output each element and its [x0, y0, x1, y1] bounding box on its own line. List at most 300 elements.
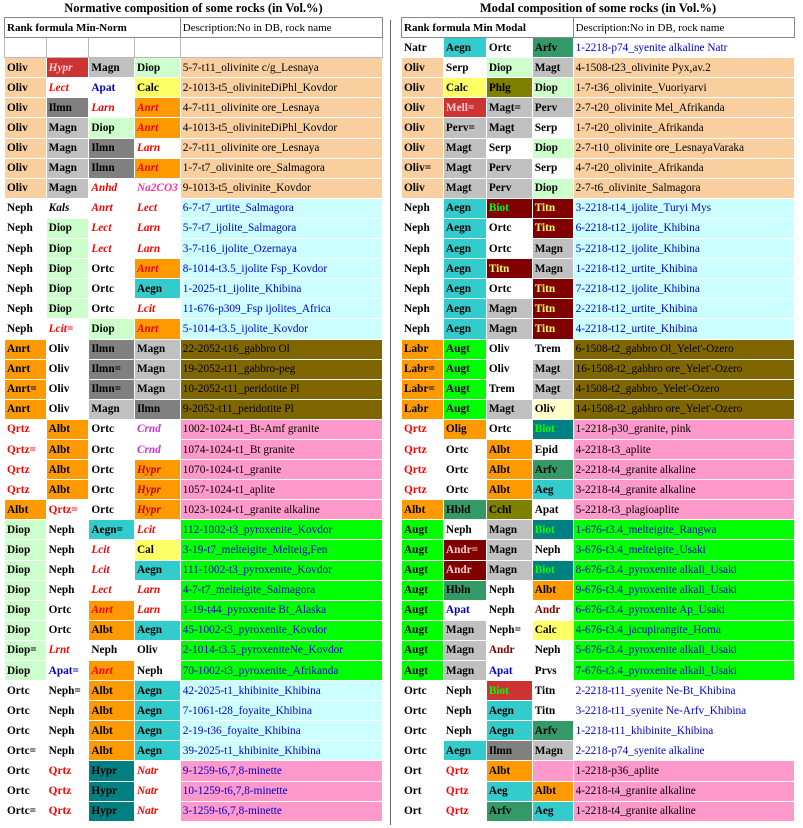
mineral-cell: Titn	[532, 319, 573, 339]
table-row	[402, 78, 795, 98]
mineral-cell: Hypr	[134, 480, 180, 500]
table-row	[402, 118, 795, 138]
normative-table-title: Normative composition of some rocks (in Vol.%)	[64, 1, 323, 15]
description-cell: 70-1002-t3_pyroxenite_Afrikanda	[180, 661, 382, 681]
table-row	[402, 460, 795, 480]
mineral-cell: Oliv	[5, 78, 47, 98]
mineral-cell: Titn	[532, 198, 573, 218]
mineral-cell: Ortc	[5, 721, 47, 741]
description-cell: 2-1014-t3.5_pyroxeniteNe_Kovdor	[180, 640, 382, 660]
description-cell: 1002-1024-t1_Bt-Amf granite	[180, 419, 382, 439]
description-cell: 4-7-t7_melteigite_Salmagora	[180, 580, 382, 600]
table-row	[5, 158, 383, 178]
mineral-cell: Ortc=	[5, 801, 47, 821]
mineral-cell: Titn	[532, 218, 573, 238]
mineral-cell: Ortc	[402, 741, 444, 761]
table-row	[402, 218, 795, 238]
table-row	[402, 259, 795, 279]
mineral-cell: Oliv	[486, 339, 532, 359]
description-cell: 2-7-t20_olivinite Mel_Afrikanda	[573, 98, 794, 118]
mineral-cell: Magn	[89, 399, 135, 419]
description-cell: 4-1508-t2_gabbro_Yelet'-Ozero	[573, 379, 794, 399]
mineral-cell: Anrt	[134, 158, 180, 178]
table-row	[402, 299, 795, 319]
mineral-cell: Olig	[443, 419, 486, 439]
mineral-cell: Apat	[532, 500, 573, 520]
table-row	[5, 620, 383, 640]
mineral-cell: Aegn	[134, 681, 180, 701]
mineral-cell: Magn	[46, 178, 89, 198]
mineral-cell: Hbld	[443, 500, 486, 520]
mineral-cell: Lcit	[134, 520, 180, 540]
description-cell: 2-7-t11_olivinite ore_Lesnaya	[180, 138, 382, 158]
mineral-cell: Augt	[443, 339, 486, 359]
mineral-cell	[134, 38, 180, 58]
mineral-cell: Albt	[46, 419, 89, 439]
description-cell: 5-7-t11_olivinite c/g_Lesnaya	[180, 58, 382, 78]
mineral-cell: Oliv	[532, 399, 573, 419]
mineral-cell: Magn	[134, 339, 180, 359]
mineral-cell: Biot	[532, 560, 573, 580]
mineral-cell: Albt	[89, 681, 135, 701]
mineral-cell: Andr	[486, 640, 532, 660]
mineral-cell: Anhd	[89, 178, 135, 198]
table-row	[402, 701, 795, 721]
mineral-cell: Qrtz	[402, 460, 444, 480]
mineral-cell: Ilmn=	[89, 379, 135, 399]
mineral-cell: Diop	[5, 600, 47, 620]
mineral-cell: Oliv	[5, 98, 47, 118]
table-row	[5, 640, 383, 660]
mineral-cell: Anrt	[134, 118, 180, 138]
description-cell: 1074-1024-t1_Bt granite	[180, 439, 382, 459]
mineral-cell: Lect	[134, 198, 180, 218]
mineral-cell: Neph	[402, 198, 444, 218]
description-cell: 2-1013-t5_oliviniteDiPhl_Kovdor	[180, 78, 382, 98]
mineral-cell: Oliv	[402, 118, 444, 138]
description-cell: 10-1259-t6,7,8-minette	[180, 781, 382, 801]
description-cell: 4-2218-t3_aplite	[573, 439, 794, 459]
mineral-cell: Aegn	[443, 259, 486, 279]
table-row	[5, 218, 383, 238]
mineral-cell: Oliv	[402, 58, 444, 78]
mineral-cell: Oliv	[402, 78, 444, 98]
mineral-cell: Qrtz	[402, 439, 444, 459]
mineral-cell: Neph	[46, 560, 89, 580]
modal-header-row	[402, 18, 795, 38]
mineral-cell: Aegn	[134, 721, 180, 741]
mineral-cell: Biot	[532, 520, 573, 540]
description-cell: 1070-1024-t1_granite	[180, 460, 382, 480]
mineral-cell: Apat	[443, 600, 486, 620]
mineral-cell: Titn	[532, 701, 573, 721]
mineral-cell: Mell=	[443, 98, 486, 118]
mineral-cell: Hypr	[134, 500, 180, 520]
mineral-cell: Magn	[486, 520, 532, 540]
mineral-cell: Ortc	[486, 38, 532, 58]
mineral-cell: Larn	[134, 580, 180, 600]
mineral-cell: Diop	[5, 520, 47, 540]
mineral-cell: Larn	[134, 218, 180, 238]
mineral-cell: Oliv	[46, 339, 89, 359]
mineral-cell: Oliv	[46, 359, 89, 379]
mineral-cell: Apat=	[46, 661, 89, 681]
mineral-cell: Magn	[443, 640, 486, 660]
table-row	[402, 661, 795, 681]
mineral-cell: Neph	[443, 721, 486, 741]
mineral-cell: Ortc	[486, 239, 532, 259]
table-row	[5, 339, 383, 359]
mineral-cell: Augt	[443, 379, 486, 399]
table-row	[5, 439, 383, 459]
description-cell: 1-7-t20_olivinite_Afrikanda	[573, 118, 794, 138]
table-row	[5, 379, 383, 399]
description-cell: 4-676-t3.4_jacupirangite_Homa	[573, 620, 794, 640]
description-cell: 2-7-t10_olivinite ore_LesnayaVaraka	[573, 138, 794, 158]
description-cell: 4-7-t11_olivinite ore_Lesnaya	[180, 98, 382, 118]
mineral-cell: Albt	[486, 460, 532, 480]
mineral-cell: Neph=	[486, 620, 532, 640]
mineral-cell: Ortc	[89, 480, 135, 500]
mineral-cell: Ortc	[486, 279, 532, 299]
mineral-cell: Aegn	[134, 620, 180, 640]
mineral-cell: Neph	[402, 319, 444, 339]
table-row	[5, 78, 383, 98]
table-row	[5, 701, 383, 721]
description-cell: 1023-1024-t1_granite alkaline	[180, 500, 382, 520]
mineral-cell: Augt	[402, 520, 444, 540]
mineral-cell: Lrnt	[46, 640, 89, 660]
mineral-cell: Anrt	[134, 259, 180, 279]
table-row	[402, 239, 795, 259]
mineral-cell: Albt	[89, 721, 135, 741]
mineral-cell: Perv=	[443, 118, 486, 138]
description-cell: 7-676-t3.4_pyroxenite alkali_Usaki	[573, 661, 794, 681]
normative-composition-panel	[4, 0, 383, 822]
mineral-cell	[5, 38, 47, 58]
mineral-cell: Anrt	[5, 339, 47, 359]
table-row	[5, 661, 383, 681]
table-row	[402, 399, 795, 419]
mineral-cell: Epid	[532, 439, 573, 459]
description-cell: 3-2218-t4_granite alkaline	[573, 480, 794, 500]
table-row	[402, 319, 795, 339]
table-row	[402, 640, 795, 660]
mineral-cell: Aegn	[486, 721, 532, 741]
mineral-cell: Qrtz	[46, 761, 89, 781]
mineral-cell: Oliv	[402, 98, 444, 118]
table-row	[5, 580, 383, 600]
table-row	[402, 480, 795, 500]
mineral-cell: Neph	[486, 600, 532, 620]
table-row	[402, 600, 795, 620]
mineral-cell: Lect	[89, 239, 135, 259]
table-row	[402, 279, 795, 299]
table-row	[5, 38, 383, 58]
mineral-cell: Oliv	[5, 58, 47, 78]
mineral-cell: Diop=	[5, 640, 47, 660]
mineral-cell: Aegn	[134, 701, 180, 721]
mineral-cell: Oliv	[5, 138, 47, 158]
mineral-cell: Larn	[134, 600, 180, 620]
mineral-cell: Neph	[402, 218, 444, 238]
mineral-cell: Ortc	[402, 721, 444, 741]
mineral-cell: Magn	[486, 540, 532, 560]
mineral-cell: Natr	[134, 801, 180, 821]
mineral-cell: Oliv	[402, 138, 444, 158]
mineral-cell: Anrt	[89, 600, 135, 620]
rank-formula-header: Rank formula Min Modal	[402, 18, 574, 38]
mineral-cell: Kals	[46, 198, 89, 218]
mineral-cell: Qrtz	[46, 801, 89, 821]
mineral-cell: Phlg	[486, 78, 532, 98]
mineral-cell: Aeg	[532, 801, 573, 821]
mineral-cell: Magt	[443, 178, 486, 198]
mineral-cell: Larn	[134, 239, 180, 259]
mineral-cell: Cchl	[486, 500, 532, 520]
mineral-cell: Magn	[532, 741, 573, 761]
mineral-cell: Neph	[402, 299, 444, 319]
mineral-cell: Arfv	[486, 801, 532, 821]
description-cell: 6-1508-t2_gabbro Ol_Yelet'-Ozero	[573, 339, 794, 359]
mineral-cell: Ortc	[402, 701, 444, 721]
description-cell: 2-19-t36_foyaite_Khibina	[180, 721, 382, 741]
mineral-cell: Magt	[443, 158, 486, 178]
description-cell: 1-2218-t4_granite alkaline	[573, 801, 794, 821]
modal-composition-panel	[401, 0, 795, 822]
mineral-cell: Labr	[402, 399, 444, 419]
mineral-cell: Diop	[5, 580, 47, 600]
description-cell: 3-1259-t6,7,8-minette	[180, 801, 382, 821]
mineral-cell: Augt	[402, 560, 444, 580]
mineral-cell: Lcit	[134, 299, 180, 319]
mineral-cell: Magt=	[486, 98, 532, 118]
table-row	[5, 500, 383, 520]
mineral-cell: Albt	[89, 620, 135, 640]
table-row	[5, 359, 383, 379]
mineral-cell: Larn	[134, 138, 180, 158]
mineral-cell: Larn	[89, 98, 135, 118]
mineral-cell: Biot	[486, 198, 532, 218]
description-cell: 5-2218-t12_ijolite_Khibina	[573, 239, 794, 259]
table-row	[5, 741, 383, 761]
mineral-cell: Albt	[486, 439, 532, 459]
description-cell: 1-2025-t1_ijolite_Khibina	[180, 279, 382, 299]
description-cell: 1-2218-p30_granite, pink	[573, 419, 794, 439]
description-cell: 9-676-t3.4_pyroxenite alkali_Usaki	[573, 580, 794, 600]
mineral-cell: Neph	[46, 540, 89, 560]
mineral-cell: Aegn	[134, 279, 180, 299]
mineral-cell: Aegn	[443, 218, 486, 238]
table-row	[5, 178, 383, 198]
mineral-cell: Anrt	[5, 399, 47, 419]
mineral-cell: Titn	[486, 259, 532, 279]
mineral-cell: Aegn=	[89, 520, 135, 540]
mineral-cell: Magn	[46, 138, 89, 158]
description-cell: 14-1508-t2_gabbro ore_Yelet'-Ozero	[573, 399, 794, 419]
mineral-cell: Arfv	[532, 38, 573, 58]
mineral-cell: Labr	[402, 339, 444, 359]
mineral-cell: Ortc	[5, 701, 47, 721]
table-row	[402, 158, 795, 178]
description-cell: 1-7-t36_olivinite_Vuoriyarvi	[573, 78, 794, 98]
description-cell: 10-2052-t11_peridotite Pl	[180, 379, 382, 399]
mineral-cell: Cal	[134, 540, 180, 560]
mineral-cell: Qrtz=	[5, 439, 47, 459]
table-row	[402, 580, 795, 600]
description-cell: 1057-1024-t1_aplite	[180, 480, 382, 500]
mineral-cell: Neph	[532, 540, 573, 560]
mineral-cell: Aeg	[486, 781, 532, 801]
mineral-cell: Aegn	[443, 741, 486, 761]
mineral-cell: Diop	[89, 319, 135, 339]
mineral-cell	[89, 38, 135, 58]
mineral-cell: Neph	[5, 319, 47, 339]
mineral-cell: Aegn	[134, 560, 180, 580]
table-row	[5, 299, 383, 319]
mineral-cell: Ortc	[5, 681, 47, 701]
description-cell: 9-1013-t5_olivinite_Kovdor	[180, 178, 382, 198]
mineral-cell: Qrtz	[5, 419, 47, 439]
mineral-cell: Qrtz	[5, 480, 47, 500]
modal-table	[401, 17, 795, 822]
mineral-cell: Oliv	[46, 379, 89, 399]
mineral-cell: Aegn	[443, 239, 486, 259]
mineral-cell: Ortc	[46, 620, 89, 640]
mineral-cell: Ilmn	[486, 741, 532, 761]
table-row	[5, 460, 383, 480]
table-row	[402, 801, 795, 821]
mineral-cell: Trem	[486, 379, 532, 399]
mineral-cell: Diop	[46, 218, 89, 238]
mineral-cell: Andr	[443, 560, 486, 580]
mineral-cell: Oliv	[134, 640, 180, 660]
mineral-cell: Magn	[443, 661, 486, 681]
mineral-cell: Lcit	[89, 560, 135, 580]
table-row	[5, 721, 383, 741]
description-cell: 2-2218-t12_urtite_Khibina	[573, 299, 794, 319]
mineral-cell: Diop	[532, 178, 573, 198]
mineral-cell: Magn	[134, 379, 180, 399]
mineral-cell: Ortc	[89, 279, 135, 299]
mineral-cell: Diop	[46, 259, 89, 279]
mineral-cell: Neph	[5, 239, 47, 259]
mineral-cell: Ilmn	[89, 158, 135, 178]
description-cell: 1-19-t44_pyroxenite Bt_Alaska	[180, 600, 382, 620]
description-cell: 3-676-t3.4_melteigite_Usaki	[573, 540, 794, 560]
mineral-cell: Aegn	[443, 198, 486, 218]
mineral-cell: Lect	[46, 78, 89, 98]
mineral-cell: Anrt	[5, 359, 47, 379]
mineral-cell: Neph	[5, 198, 47, 218]
table-row	[5, 520, 383, 540]
mineral-cell: Magn	[46, 118, 89, 138]
mineral-cell: Augt	[402, 640, 444, 660]
mineral-cell: Ortc	[89, 299, 135, 319]
table-row	[402, 761, 795, 781]
table-row	[5, 781, 383, 801]
table-row	[5, 239, 383, 259]
description-cell: 4-1508-t23_olivinite Pyx,av.2	[573, 58, 794, 78]
mineral-cell: Qrtz	[5, 460, 47, 480]
mineral-cell: Na2CO3	[134, 178, 180, 198]
mineral-cell: Ortc	[486, 218, 532, 238]
description-cell: 8-1014-t3.5_ijolite Fsp_Kovdor	[180, 259, 382, 279]
table-row	[402, 379, 795, 399]
mineral-cell: Qrtz	[443, 781, 486, 801]
mineral-cell: Biot	[532, 419, 573, 439]
description-cell: 1-2218-p74_syenite alkaline Natr	[573, 38, 794, 58]
mineral-cell: Magt	[443, 138, 486, 158]
mineral-cell: Augt	[402, 620, 444, 640]
mineral-cell: Magn	[134, 359, 180, 379]
mineral-cell: Lect	[89, 218, 135, 238]
mineral-cell: Neph	[443, 520, 486, 540]
mineral-cell: Lcit	[89, 540, 135, 560]
mineral-cell: Natr	[134, 781, 180, 801]
mineral-cell: Anrt=	[5, 379, 47, 399]
mineral-cell: Neph	[402, 259, 444, 279]
mineral-cell: Lcit=	[46, 319, 89, 339]
mineral-cell: Perv	[486, 158, 532, 178]
mineral-cell: Neph	[443, 681, 486, 701]
description-cell: 39-2025-t1_khibinite_Khibina	[180, 741, 382, 761]
mineral-cell: Labr=	[402, 359, 444, 379]
mineral-cell: Ortc	[89, 259, 135, 279]
mineral-cell: Oliv	[5, 118, 47, 138]
table-row	[402, 620, 795, 640]
description-cell: 45-1002-t3_pyroxenite_Kovdor	[180, 620, 382, 640]
mineral-cell: Neph	[46, 721, 89, 741]
mineral-cell: Apat	[486, 661, 532, 681]
description-cell: 6-7-t7_urtite_Salmagora	[180, 198, 382, 218]
mineral-cell: Neph	[5, 299, 47, 319]
mineral-cell: Ilmn	[89, 138, 135, 158]
mineral-cell: Albt	[532, 580, 573, 600]
description-cell: 16-1508-t2_gabbro ore_Yelet'-Ozero	[573, 359, 794, 379]
description-cell: 2-2218-t4_granite alkaline	[573, 460, 794, 480]
description-cell: 111-1002-t3_pyroxenite_Kovdor	[180, 560, 382, 580]
mineral-cell: Qrtz	[402, 480, 444, 500]
mineral-cell: Magt	[532, 359, 573, 379]
description-cell: 2-2218-p74_syenite alkaline	[573, 741, 794, 761]
description-cell: 3-2218-t11_syenite Ne-Arfv_Khibina	[573, 701, 794, 721]
mineral-cell: Augt	[402, 661, 444, 681]
mineral-cell: Serp	[486, 138, 532, 158]
description-header: Description:No in DB, rock name	[180, 18, 382, 38]
mineral-cell: Augt	[443, 399, 486, 419]
mineral-cell: Qrtz	[443, 761, 486, 781]
description-cell: 2-7-t6_olivinite_Salmagora	[573, 178, 794, 198]
mineral-cell: Oliv	[5, 178, 47, 198]
mineral-cell: Oliv=	[402, 158, 444, 178]
mineral-cell: Neph	[134, 661, 180, 681]
mineral-cell: Oliv	[46, 399, 89, 419]
mineral-cell: Titn	[532, 299, 573, 319]
mineral-cell: Aegn	[486, 701, 532, 721]
description-cell: 6-2218-t12_ijolite_Khibina	[573, 218, 794, 238]
mineral-cell: Serp	[532, 118, 573, 138]
description-cell: 4-2218-t4_granite alkaline	[573, 781, 794, 801]
mineral-cell: Magt	[486, 118, 532, 138]
mineral-cell: Diop	[89, 118, 135, 138]
table-row	[5, 138, 383, 158]
table-row	[402, 339, 795, 359]
table-row	[5, 801, 383, 821]
mineral-cell: Ilmn	[89, 339, 135, 359]
mineral-cell: Albt	[5, 500, 47, 520]
panel-divider	[390, 20, 391, 825]
